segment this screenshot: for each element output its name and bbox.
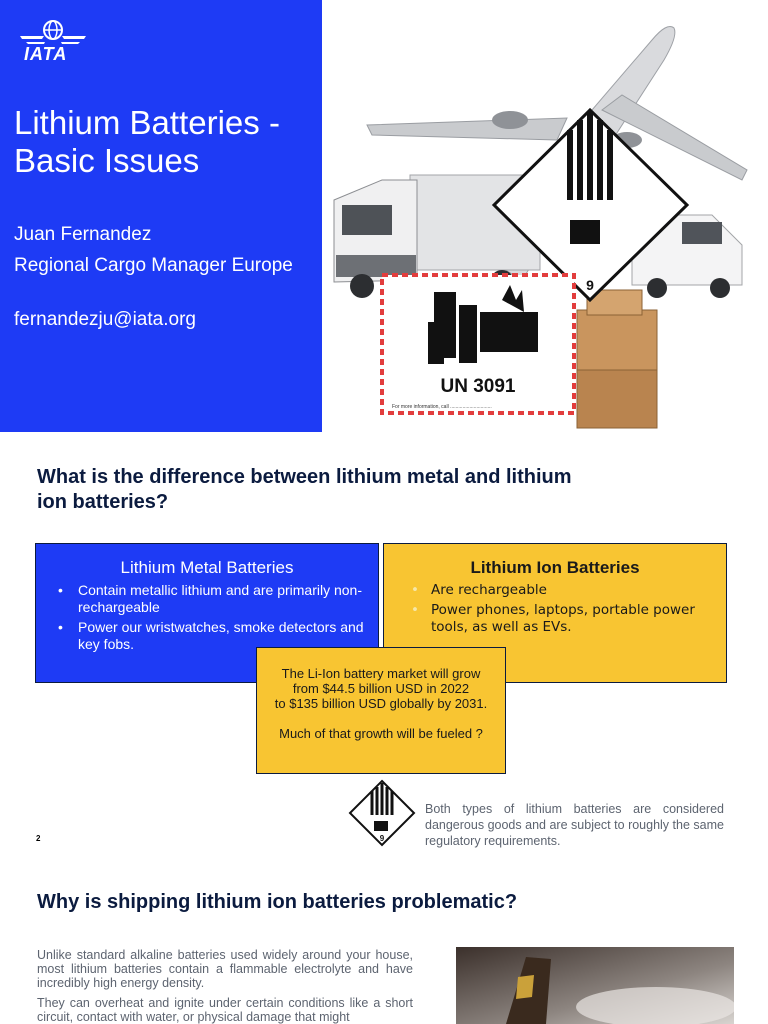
logo-wordmark: IATA bbox=[24, 44, 68, 64]
class-9-hazard-icon bbox=[348, 779, 416, 847]
cover-panel bbox=[0, 0, 322, 432]
cargo-transport-illustration bbox=[322, 0, 768, 432]
author-role: Regional Cargo Manager Europe bbox=[14, 255, 293, 276]
hero-illustration bbox=[322, 0, 768, 432]
lithium-metal-list bbox=[78, 582, 368, 653]
lithium-metal-title: Lithium Metal Batteries bbox=[120, 558, 294, 577]
author-name: Juan Fernandez bbox=[14, 224, 152, 245]
dangerous-goods-note: Both types of lithium batteries are considered dangerous goods and are subject to roughly the same regulatory requirements. bbox=[425, 802, 724, 848]
section-heading-problematic: Why is shipping lithium ion batteries problematic? bbox=[37, 891, 518, 913]
market-callout-box bbox=[256, 647, 506, 774]
page-number: 2 bbox=[36, 834, 41, 843]
cover-title: Lithium Batteries - Basic Issues bbox=[14, 104, 280, 179]
lithium-ion-list bbox=[431, 582, 721, 636]
svg-text:9: 9 bbox=[586, 277, 594, 293]
aircraft-fire-photo bbox=[456, 947, 734, 1024]
market-question-text: Much of that growth will be fueled ? bbox=[279, 726, 483, 741]
list-item: • Are rechargeable bbox=[431, 582, 721, 599]
cardboard-boxes-icon bbox=[577, 290, 657, 428]
lithium-ion-title: Lithium Ion Batteries bbox=[470, 558, 640, 577]
svg-text:For more information, call ...: For more information, call .............................. bbox=[392, 404, 492, 410]
paragraph-electrolyte: Unlike standard alkaline batteries used widely around your house, most lithium batteries contain a flammable electrolyte and have incredibly high energy density. bbox=[37, 948, 413, 990]
paragraph-overheat: They can overheat and ignite under certain conditions like a short circuit, contact with water, or physical damage that might bbox=[37, 996, 413, 1024]
market-growth-text: The Li-Ion battery market will grow from $44.5 billion USD in 2022 to $135 billion USD globally by 2031. bbox=[274, 666, 488, 711]
svg-text:UN 3091: UN 3091 bbox=[440, 376, 516, 397]
author-email[interactable]: fernandezju@iata.org bbox=[14, 309, 196, 330]
svg-text:9: 9 bbox=[379, 834, 385, 843]
section-heading-difference: What is the difference between lithium metal and lithium ion batteries? bbox=[37, 466, 572, 513]
list-item: • Power our wristwatches, smoke detectors and key fobs. bbox=[78, 619, 368, 653]
un3091-battery-label bbox=[382, 275, 574, 413]
aircraft-tail-image bbox=[456, 947, 734, 1024]
list-item: • Power phones, laptops, portable power tools, as well as EVs. bbox=[431, 602, 721, 636]
list-item: • Contain metallic lithium and are primarily non-rechargeable bbox=[78, 582, 368, 616]
